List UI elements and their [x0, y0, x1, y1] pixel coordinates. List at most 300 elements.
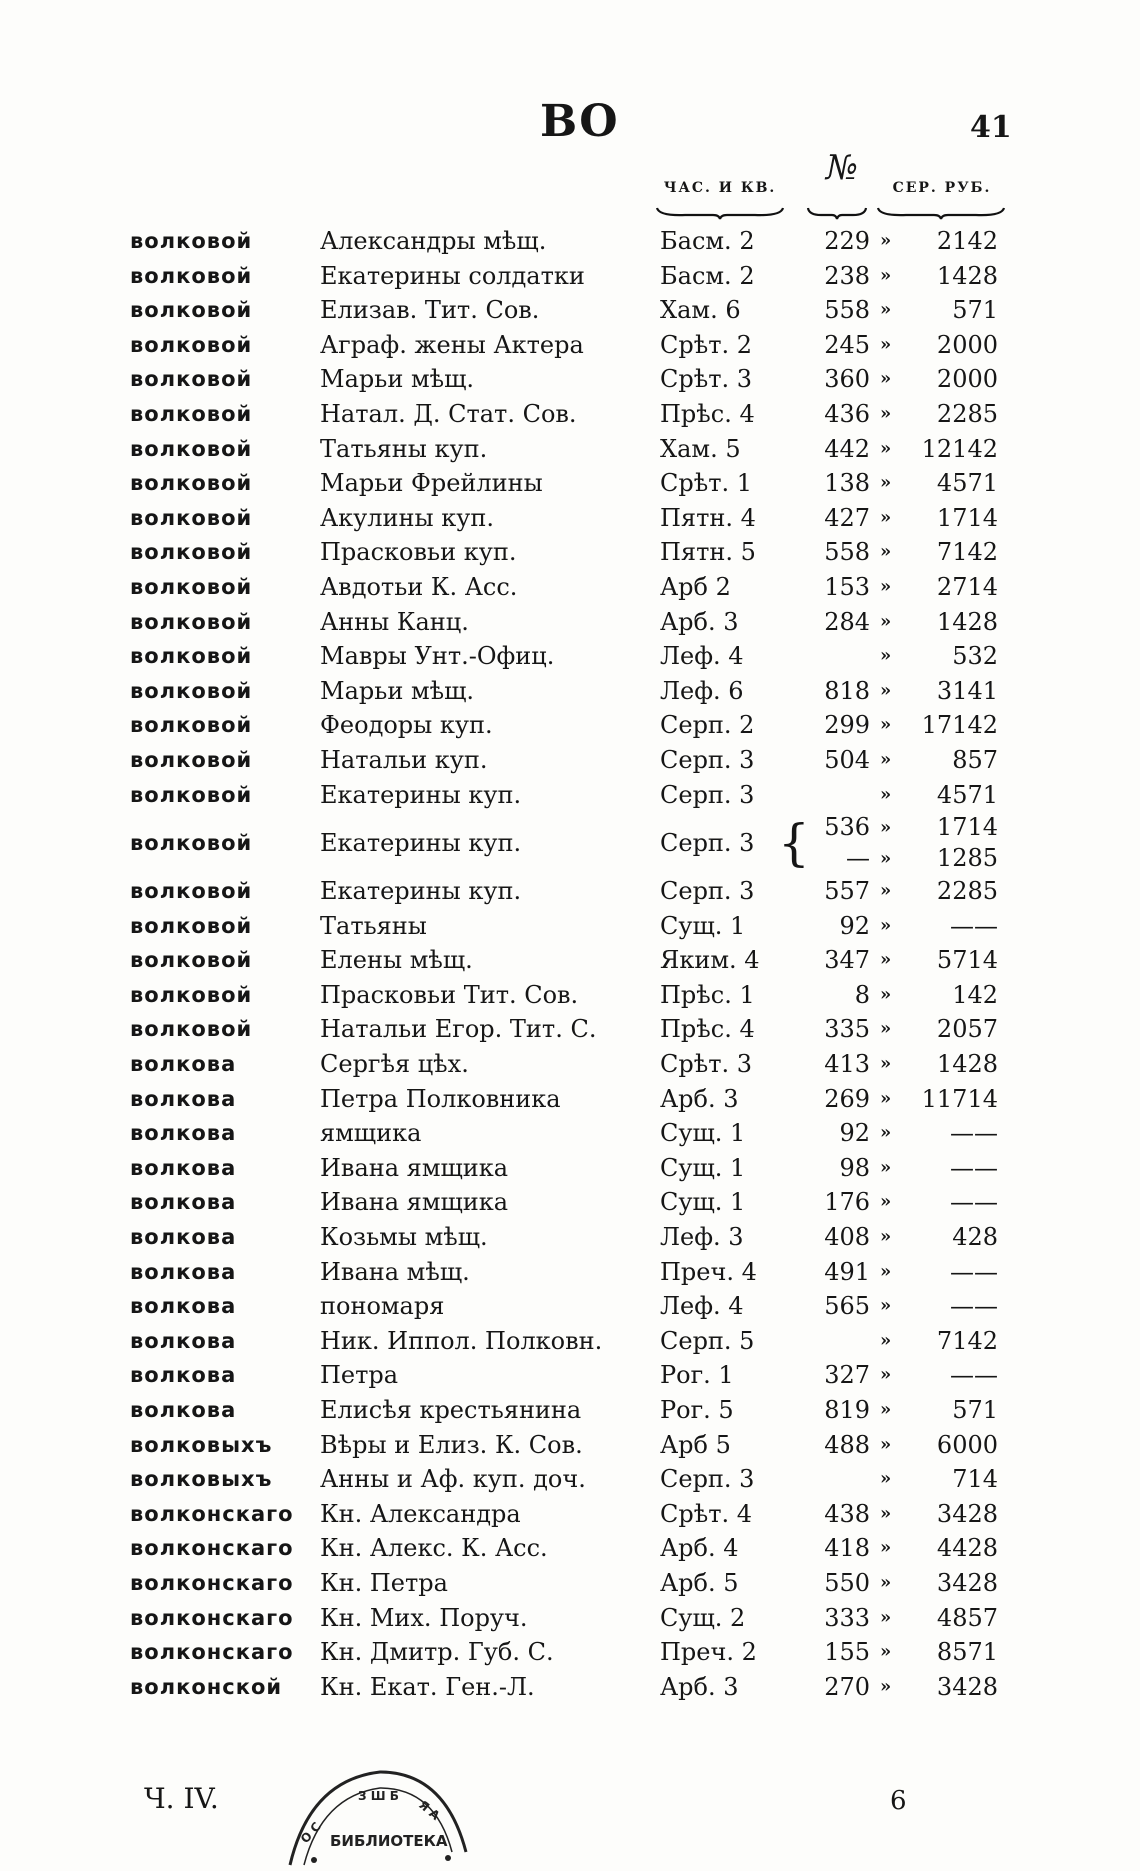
person-description: Марьи Фрейлины: [320, 469, 543, 498]
surname: волковой: [130, 747, 253, 772]
city-part: Серп. 3: [660, 877, 755, 906]
person-description: Ивана ямщика: [320, 1153, 509, 1182]
surname: волковой: [130, 609, 253, 634]
ditto-mark: »: [880, 1122, 892, 1144]
person-description: Елены мѣщ.: [320, 946, 473, 975]
city-part: Пятн. 4: [660, 503, 756, 532]
city-part: Серп. 3: [660, 829, 755, 858]
person-description: Екатерины солдатки: [320, 261, 585, 290]
ditto-mark: »: [880, 645, 892, 667]
surname: волкова: [130, 1294, 237, 1319]
table-row: [0, 535, 1140, 570]
ditto-mark: »: [880, 1364, 892, 1386]
ditto-mark: »: [880, 679, 892, 701]
person-description: Марьи мѣщ.: [320, 365, 475, 394]
person-description: Мавры Унт.-Офиц.: [320, 642, 555, 671]
house-number: 438: [824, 1499, 870, 1528]
table-row: [0, 501, 1140, 536]
ditto-mark: »: [880, 1329, 892, 1351]
house-number: 442: [824, 434, 870, 463]
person-description: Кн. Петра: [320, 1568, 448, 1597]
person-description: Акулины куп.: [320, 503, 495, 532]
value-amount: 428: [952, 1223, 998, 1252]
city-part: Срѣт. 2: [660, 330, 753, 359]
volume-part-label: Ч. IV.: [144, 1782, 219, 1815]
value-amount: 8571: [936, 1638, 998, 1667]
person-description: Авдотьи К. Асс.: [320, 572, 518, 601]
ditto-mark: »: [880, 1641, 892, 1663]
house-number: —: [846, 844, 870, 873]
value-amount: 3428: [936, 1499, 998, 1528]
house-number: 155: [824, 1638, 870, 1667]
table-row: [0, 674, 1140, 709]
value-amount: 7142: [936, 538, 998, 567]
table-row: [0, 224, 1140, 259]
table-row: [0, 874, 1140, 909]
surname: волковой: [130, 229, 253, 253]
value-amount: 2000: [936, 365, 998, 394]
city-part: Прѣс. 4: [660, 399, 755, 428]
person-description: Петра Полковника: [320, 1084, 561, 1113]
ditto-mark: »: [880, 368, 892, 390]
surname: волковой: [130, 1017, 253, 1042]
city-part: Прѣс. 4: [660, 1015, 755, 1044]
table-row: [0, 1497, 1140, 1532]
table-row: [0, 1185, 1140, 1220]
table-row: [0, 1566, 1140, 1601]
table-row: [0, 1116, 1140, 1151]
city-part: Хам. 5: [660, 434, 741, 463]
ditto-mark: »: [880, 1433, 892, 1455]
value-amount: 1714: [936, 813, 998, 842]
table-row: [0, 1393, 1140, 1428]
city-part: Преч. 2: [660, 1638, 757, 1667]
value-amount: 1285: [936, 844, 998, 873]
surname: волкова: [130, 1190, 237, 1215]
person-description: Натальи Егор. Тит. С.: [320, 1015, 597, 1044]
ditto-mark: »: [880, 1502, 892, 1524]
table-row: [0, 1082, 1140, 1117]
value-amount: 17142: [921, 711, 998, 740]
table-row: [0, 1462, 1140, 1497]
house-number: 245: [824, 330, 870, 359]
surname: волковой: [130, 782, 253, 807]
column-brace-value: [876, 206, 1006, 220]
person-description: Ник. Иппол. Полковн.: [320, 1326, 603, 1355]
table-row: [0, 605, 1140, 640]
ditto-mark: »: [880, 1156, 892, 1178]
surname: волковой: [130, 505, 253, 530]
house-number: 558: [824, 538, 870, 567]
svg-text:О С: О С: [297, 1819, 324, 1847]
person-description: ямщика: [320, 1119, 422, 1148]
person-description: Кн. Екат. Ген.-Л.: [320, 1672, 535, 1701]
person-description: Натальи куп.: [320, 745, 488, 774]
house-number: 565: [824, 1292, 870, 1321]
ditto-mark: »: [880, 1571, 892, 1593]
value-amount: 11714: [921, 1084, 998, 1113]
surname: волковой: [130, 644, 253, 669]
library-stamp: [270, 1760, 480, 1870]
value-amount: 857: [952, 745, 998, 774]
city-part: Арб. 3: [660, 607, 739, 636]
house-number: 138: [824, 469, 870, 498]
house-number: 818: [824, 676, 870, 705]
ditto-mark: »: [880, 1468, 892, 1490]
surname: волковой: [130, 948, 253, 973]
house-number: 327: [824, 1361, 870, 1390]
table-row-split: [0, 812, 1140, 874]
value-amount: 1428: [936, 1050, 998, 1079]
column-brace-part: [655, 206, 785, 220]
surname: волкова: [130, 1155, 237, 1180]
person-description: Марьи мѣщ.: [320, 676, 475, 705]
surname: волковой: [130, 982, 253, 1007]
ditto-mark: »: [880, 983, 892, 1005]
value-amount: 1714: [936, 503, 998, 532]
column-header-value: СЕР. РУБ.: [892, 180, 992, 196]
house-number: 436: [824, 399, 870, 428]
person-description: Ивана ямщика: [320, 1188, 509, 1217]
value-amount: 714: [952, 1465, 998, 1494]
city-part: Серп. 5: [660, 1326, 755, 1355]
surname: волковой: [130, 367, 253, 392]
city-part: Сущ. 1: [660, 1188, 746, 1217]
split-line: [0, 812, 1140, 843]
city-part: Прѣс. 1: [660, 980, 755, 1009]
person-description: Прасковьи куп.: [320, 538, 517, 567]
city-part: Басм. 2: [660, 227, 755, 255]
table-row: [0, 1151, 1140, 1186]
house-number: 229: [824, 227, 870, 255]
signature-mark: 6: [890, 1786, 907, 1816]
person-description: Натал. Д. Стат. Сов.: [320, 399, 577, 428]
column-brace-number: [806, 206, 868, 220]
value-amount: 5714: [936, 946, 998, 975]
city-part: Преч. 4: [660, 1257, 757, 1286]
value-amount: ——: [950, 1257, 998, 1286]
surname: волконскаго: [130, 1536, 294, 1561]
table-row: [0, 1047, 1140, 1082]
value-amount: 7142: [936, 1326, 998, 1355]
city-part: Яким. 4: [660, 946, 760, 975]
city-part: Пятн. 5: [660, 538, 756, 567]
house-number: 557: [824, 877, 870, 906]
ditto-mark: »: [880, 748, 892, 770]
surname: волкова: [130, 1259, 237, 1284]
surname: волковой: [130, 879, 253, 904]
house-number: 360: [824, 365, 870, 394]
surname: волкова: [130, 1328, 237, 1353]
person-description: Анны и Аф. куп. доч.: [320, 1465, 586, 1494]
house-number: 491: [824, 1257, 870, 1286]
value-amount: 571: [952, 1396, 998, 1424]
ditto-mark: »: [880, 575, 892, 597]
city-part: Арб 5: [660, 1430, 731, 1459]
table-row: [0, 743, 1140, 778]
city-part: Серп. 2: [660, 711, 755, 740]
value-amount: 1428: [936, 261, 998, 290]
surname: волкова: [130, 1052, 237, 1077]
value-amount: 2285: [936, 399, 998, 428]
ditto-mark: »: [880, 714, 892, 736]
house-number: 536: [824, 813, 870, 842]
house-number: 270: [824, 1672, 870, 1701]
person-description: Козьмы мѣщ.: [320, 1223, 488, 1252]
city-part: Леф. 3: [660, 1223, 744, 1252]
table-row: [0, 293, 1140, 328]
surname: волконскаго: [130, 1501, 294, 1526]
person-description: Александры мѣщ.: [320, 227, 547, 255]
city-part: Серп. 3: [660, 745, 755, 774]
ditto-mark: »: [880, 1018, 892, 1040]
value-amount: 2714: [936, 572, 998, 601]
person-description: Татьяны: [320, 911, 427, 940]
table-row: [0, 466, 1140, 501]
surname: волковой: [130, 574, 253, 599]
city-part: Рог. 5: [660, 1396, 734, 1424]
surname: волконскаго: [130, 1640, 294, 1665]
ditto-mark: »: [880, 333, 892, 355]
person-description: Аграф. жены Актера: [320, 330, 584, 359]
surname: волконскаго: [130, 1605, 294, 1630]
value-amount: ——: [950, 1153, 998, 1182]
person-description: Кн. Мих. Поруч.: [320, 1603, 528, 1632]
person-description: Прасковьи Тит. Сов.: [320, 980, 579, 1009]
city-part: Серп. 3: [660, 780, 755, 809]
ditto-mark: »: [880, 1606, 892, 1628]
table-row: [0, 943, 1140, 978]
table-row: [0, 362, 1140, 397]
value-amount: 532: [952, 642, 998, 671]
city-part: Леф. 6: [660, 676, 744, 705]
value-amount: 4571: [936, 469, 998, 498]
house-number: 92: [839, 911, 870, 940]
city-part: Серп. 3: [660, 1465, 755, 1494]
person-description: Ивана мѣщ.: [320, 1257, 470, 1286]
ditto-mark: »: [880, 472, 892, 494]
city-part: Басм. 2: [660, 261, 755, 290]
house-number: 418: [824, 1534, 870, 1563]
table-row: [0, 1220, 1140, 1255]
value-amount: 3141: [936, 676, 998, 705]
city-part: Срѣт. 3: [660, 1050, 753, 1079]
column-header-number: №: [825, 148, 859, 188]
city-part: Арб. 5: [660, 1568, 739, 1597]
column-header-part: ЧАС. И КВ.: [663, 180, 777, 196]
register-table: [0, 224, 1140, 1704]
person-description: Феодоры куп.: [320, 711, 493, 740]
table-row: [0, 1012, 1140, 1047]
table-row: [0, 909, 1140, 944]
value-amount: ——: [950, 1188, 998, 1217]
surname: волковой: [130, 540, 253, 565]
house-number: 269: [824, 1084, 870, 1113]
stamp-text: БИБЛИОТЕКА: [330, 1832, 448, 1850]
value-amount: 12142: [921, 434, 998, 463]
table-row: [0, 259, 1140, 294]
table-row: [0, 1601, 1140, 1636]
house-number: 238: [824, 261, 870, 290]
value-amount: 3428: [936, 1568, 998, 1597]
split-line: [0, 843, 1140, 874]
value-amount: 6000: [936, 1430, 998, 1459]
city-part: Рог. 1: [660, 1361, 734, 1390]
ditto-mark: »: [880, 402, 892, 424]
ditto-mark: »: [880, 783, 892, 805]
person-description: пономаря: [320, 1292, 445, 1321]
house-number: 488: [824, 1430, 870, 1459]
person-description: Елизав. Тит. Сов.: [320, 296, 540, 325]
table-row: [0, 432, 1140, 467]
ditto-mark: »: [880, 1295, 892, 1317]
running-head: ВО: [540, 96, 620, 147]
ditto-mark: »: [880, 610, 892, 632]
ditto-mark: »: [880, 1260, 892, 1282]
table-row: [0, 1324, 1140, 1359]
value-amount: 2000: [936, 330, 998, 359]
value-amount: 4571: [936, 780, 998, 809]
surname: волковой: [130, 678, 253, 703]
value-amount: 2142: [936, 227, 998, 255]
house-number: 427: [824, 503, 870, 532]
person-description: Кн. Александра: [320, 1499, 521, 1528]
surname: волковыхъ: [130, 1432, 273, 1457]
surname: волкова: [130, 1398, 237, 1422]
table-row: [0, 1635, 1140, 1670]
curly-brace: {: [778, 814, 810, 873]
ditto-mark: »: [880, 1675, 892, 1697]
table-row: [0, 1289, 1140, 1324]
city-part: Арб. 4: [660, 1534, 739, 1563]
table-row: [0, 1531, 1140, 1566]
value-amount: ——: [950, 1361, 998, 1390]
surname: волковой: [130, 913, 253, 938]
house-number: 98: [839, 1153, 870, 1182]
city-part: Леф. 4: [660, 642, 744, 671]
house-number: 153: [824, 572, 870, 601]
house-number: 176: [824, 1188, 870, 1217]
svg-text:Я А: Я А: [416, 1797, 443, 1823]
ditto-mark: »: [880, 1191, 892, 1213]
surname: волковой: [130, 831, 253, 856]
surname: волковой: [130, 436, 253, 461]
city-part: Арб. 3: [660, 1084, 739, 1113]
city-part: Сущ. 1: [660, 1153, 746, 1182]
ditto-mark: »: [880, 1053, 892, 1075]
house-number: 819: [824, 1396, 870, 1424]
table-row: [0, 639, 1140, 674]
city-part: Сущ. 2: [660, 1603, 746, 1632]
house-number: 333: [824, 1603, 870, 1632]
house-number: 550: [824, 1568, 870, 1597]
table-row: [0, 1428, 1140, 1463]
ditto-mark: »: [880, 1087, 892, 1109]
surname: волковой: [130, 401, 253, 426]
person-description: Екатерины куп.: [320, 829, 522, 858]
city-part: Срѣт. 3: [660, 365, 753, 394]
surname: волковой: [130, 471, 253, 496]
value-amount: ——: [950, 1292, 998, 1321]
ditto-mark: »: [880, 1399, 892, 1420]
page-number: 41: [970, 110, 1012, 145]
surname: волконскаго: [130, 1570, 294, 1595]
person-description: Татьяны куп.: [320, 434, 488, 463]
surname: волковой: [130, 713, 253, 738]
value-amount: 1428: [936, 607, 998, 636]
person-description: Сергѣя цѣх.: [320, 1050, 469, 1079]
ditto-mark: »: [880, 230, 892, 251]
city-part: Сущ. 1: [660, 1119, 746, 1148]
ditto-mark: »: [880, 299, 892, 321]
value-amount: ——: [950, 911, 998, 940]
ditto-mark: »: [880, 817, 892, 839]
ditto-mark: »: [880, 880, 892, 902]
city-part: Хам. 6: [660, 296, 741, 325]
surname: волкова: [130, 1225, 237, 1250]
table-row: [0, 778, 1140, 813]
ditto-mark: »: [880, 1226, 892, 1248]
city-part: Срѣт. 1: [660, 469, 753, 498]
house-number: 92: [839, 1119, 870, 1148]
ditto-mark: »: [880, 848, 892, 870]
house-number: 299: [824, 711, 870, 740]
city-part: Срѣт. 4: [660, 1499, 753, 1528]
ditto-mark: »: [880, 1537, 892, 1559]
value-amount: 142: [952, 980, 998, 1009]
surname: волковой: [130, 298, 253, 323]
person-description: Екатерины куп.: [320, 780, 522, 809]
value-amount: 2057: [936, 1015, 998, 1044]
value-amount: 3428: [936, 1672, 998, 1701]
person-description: Анны Канц.: [320, 607, 469, 636]
person-description: Кн. Дмитр. Губ. С.: [320, 1638, 554, 1667]
surname: волковыхъ: [130, 1467, 273, 1492]
table-row: [0, 708, 1140, 743]
person-description: Екатерины куп.: [320, 877, 522, 906]
ditto-mark: »: [880, 949, 892, 971]
table-row: [0, 570, 1140, 605]
city-part: Сущ. 1: [660, 911, 746, 940]
house-number: 8: [854, 980, 870, 1009]
house-number: 558: [824, 296, 870, 325]
ditto-mark: »: [880, 914, 892, 936]
table-row: [0, 397, 1140, 432]
city-part: Арб. 3: [660, 1672, 739, 1701]
ditto-mark: »: [880, 541, 892, 563]
house-number: 284: [824, 607, 870, 636]
house-number: 335: [824, 1015, 870, 1044]
table-row: [0, 328, 1140, 363]
house-number: 504: [824, 745, 870, 774]
value-amount: 2285: [936, 877, 998, 906]
person-description: Кн. Алекс. К. Асс.: [320, 1534, 548, 1563]
surname: волкова: [130, 1363, 237, 1388]
value-amount: 4428: [936, 1534, 998, 1563]
value-amount: 571: [952, 296, 998, 325]
city-part: Арб 2: [660, 572, 731, 601]
surname: волкова: [130, 1086, 237, 1111]
svg-text:З Ш Б: З Ш Б: [358, 1789, 399, 1803]
house-number: 408: [824, 1223, 870, 1252]
person-description: Вѣры и Елиз. К. Сов.: [320, 1430, 583, 1459]
house-number: 413: [824, 1050, 870, 1079]
surname: волконской: [130, 1674, 283, 1699]
table-row: [0, 978, 1140, 1013]
ditto-mark: »: [880, 264, 892, 286]
table-row: [0, 1358, 1140, 1393]
value-amount: ——: [950, 1119, 998, 1148]
